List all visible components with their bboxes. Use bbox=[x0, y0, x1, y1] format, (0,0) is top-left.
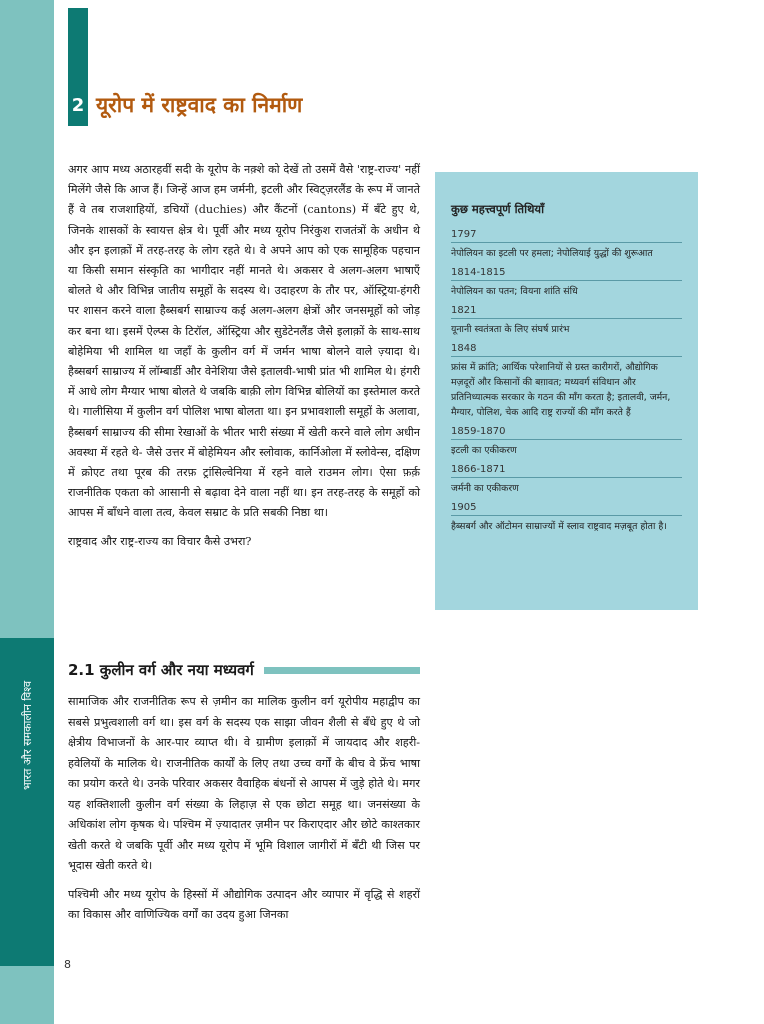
timeline-description: यूनानी स्वतंत्रता के लिए संघर्ष प्रारंभ bbox=[451, 324, 570, 335]
chapter-header bbox=[68, 88, 302, 122]
chapter-number: 2 bbox=[68, 91, 88, 119]
timeline-item bbox=[451, 464, 682, 496]
chapter-title: यूरोप में राष्ट्रवाद का निर्माण bbox=[96, 93, 303, 117]
timeline-item bbox=[451, 305, 682, 337]
section-paragraph: पश्चिमी और मध्य यूरोप के हिस्सों में औद्योगिक उत्पादन और व्यापार में वृद्धि से शहरों का विकास और वाणिज्यिक वर्गों का उदय हुआ जिनका bbox=[68, 887, 420, 921]
book-series-label: भारत और समकालीन विश्व bbox=[21, 680, 34, 790]
timeline-description: फ्रांस में क्रांति; आर्थिक परेशानियों से ग्रस्त कारीगरों, औद्योगिक मज़दूरों और किसानों की बग़ावत; मध्यवर्ग संविधान और प्रतिनिध्यात्मक सरकार के गठन की माँग करता है; इतालवी, जर्मन, मैग्यार, पोलिश, चेक आदि राष्ट्र राज्यों की माँग करते हैं bbox=[451, 362, 671, 418]
section-heading-rule bbox=[264, 667, 420, 674]
timeline-year: 1821 bbox=[451, 305, 682, 319]
intro-text bbox=[68, 160, 420, 560]
timeline-description: जर्मनी का एकीकरण bbox=[451, 483, 519, 494]
timeline-item bbox=[451, 502, 682, 534]
timeline-year: 1866-1871 bbox=[451, 464, 682, 478]
intro-question: राष्ट्रवाद और राष्ट्र-राज्य का विचार कैसे उभरा? bbox=[68, 534, 252, 548]
timeline-item bbox=[451, 267, 682, 299]
timeline-description: नेपोलियन का पतन; वियना शांति संधि bbox=[451, 286, 578, 297]
timeline-item bbox=[451, 343, 682, 420]
page-number: 8 bbox=[64, 958, 71, 971]
timeline-year: 1905 bbox=[451, 502, 682, 516]
section-heading bbox=[68, 660, 420, 680]
intro-paragraph: अगर आप मध्य अठारहवीं सदी के यूरोप के नक़्शे को देखें तो उसमें वैसे 'राष्ट्र-राज्य' नहीं मिलेंगे जैसे कि आज हैं। जिन्हें आज हम जर्मनी, इटली और स्विट्ज़रलैंड के रूप में जानते हैं वे तब राजशाहियों, डचियों (duchies) और कैंटनों (cantons) में बँटे हुए थे, जिनके शासकों के स्वायत्त क्षेत्र थे। पूर्वी और मध्य यूरोप निरंकुश राजतंत्रों के अधीन थे और इन इलाक़ों में तरह-तरह के लोग रहते थे। वे अपने आप को एक सामूहिक पहचान या किसी समान संस्कृति का भागीदार नहीं मानते थे। अकसर वे अलग-अलग भाषाएँ बोलते थे और विभिन्न जातीय समूहों के सदस्य थे। उदाहरण के तौर पर, ऑस्ट्रिया-हंगरी पर शासन करने वाला हैब्सबर्ग साम्राज्य कई अलग-अलग क्षेत्रों और जनसमूहों को जोड़ कर बना था। इसमें ऐल्प्स के टिरॉल, ऑस्ट्रिया और सुडेटेनलैंड जैसे इलाक़ों के साथ-साथ बोहेमिया भी शामिल था जहाँ के कुलीन वर्ग में जर्मन भाषा बोलने वाले ज़्यादा थे। हैब्सबर्ग साम्राज्य में लॉम्बार्डी और वेनेशिया जैसे इतालवी-भाषी प्रांत भी शामिल थे। हंगरी में आधे लोग मैग्यार भाषा बोलते थे जबकि बाक़ी लोग विभिन्न बोलियों का इस्तेमाल करते थे। गालीसिया में कुलीन वर्ग पोलिश भाषा बोलता था। इन प्रभावशाली समूहों के अलावा, हैब्सबर्ग साम्राज्य की सीमा रेखाओं के भीतर भारी संख्या में खेती करने वाले लोग अधीन अवस्था में रहते थे- जैसे उत्तर में बोहेमियन और स्लोवाक, कार्निओला में स्लोवेन्स, दक्षिण में क्रोएट तथा पूरब की तरफ़ ट्रांसिल्वेनिया में रहने वाले राउमन लोग। ऐसा फ़र्क़ राजनीतिक एकता को आसानी से बढ़ावा देने वाला नहीं था। इन तरह-तरह के समूहों को आपस में बाँधने वाला तत्व, केवल सम्राट के प्रति सबकी निष्ठा था। bbox=[68, 163, 420, 520]
timeline-description: इटली का एकीकरण bbox=[451, 445, 517, 456]
important-dates-box bbox=[435, 172, 698, 610]
timeline-item bbox=[451, 426, 682, 458]
timeline-description: हैब्सबर्ग और ऑटोमन साम्राज्यों में स्लाव राष्ट्रवाद मज़बूत होता है। bbox=[451, 521, 667, 532]
timeline-year: 1814-1815 bbox=[451, 267, 682, 281]
timeline-year: 1848 bbox=[451, 343, 682, 357]
timeline-year: 1797 bbox=[451, 229, 682, 243]
timeline-description: नेपोलियन का इटली पर हमला; नेपोलियाई युद्धों की शुरूआत bbox=[451, 248, 653, 259]
section-paragraph: सामाजिक और राजनीतिक रूप से ज़मीन का मालिक कुलीन वर्ग यूरोपीय महाद्वीप का सबसे प्रभुत्वशाली वर्ग था। इस वर्ग के सदस्य एक साझा जीवन शैली से बँधे हुए थे जो क्षेत्रीय विभाजनों के आर-पार व्याप्त थी। वे ग्रामीण इलाक़ों में जायदाद और शहरी-हवेलियों के मालिक थे। राजनीतिक कार्यों के लिए तथा उच्च वर्गों के बीच वे फ्रेंच भाषा का प्रयोग करते थे। उनके परिवार अकसर वैवाहिक बंधनों से आपस में जुड़े होते थे। मगर यह शक्तिशाली कुलीन वर्ग संख्या के लिहाज़ से एक छोटा समूह था। जनसंख्या के अधिकांश लोग कृषक थे। पश्चिम में ज़्यादातर ज़मीन पर किराएदार और छोटे काश्तकार खेती करते थे जबकि पूर्वी और मध्य यूरोप में भूमि विशाल जागीरों में बँटी थी जिस पर भूदास खेती करते थे। bbox=[68, 695, 420, 872]
timeline-year: 1859-1870 bbox=[451, 426, 682, 440]
timeline-item bbox=[451, 229, 682, 261]
section-heading-text: 2.1 कुलीन वर्ग और नया मध्यवर्ग bbox=[68, 661, 254, 679]
important-dates-title: कुछ महत्त्वपूर्ण तिथियाँ bbox=[451, 202, 545, 216]
section-body bbox=[68, 692, 420, 934]
